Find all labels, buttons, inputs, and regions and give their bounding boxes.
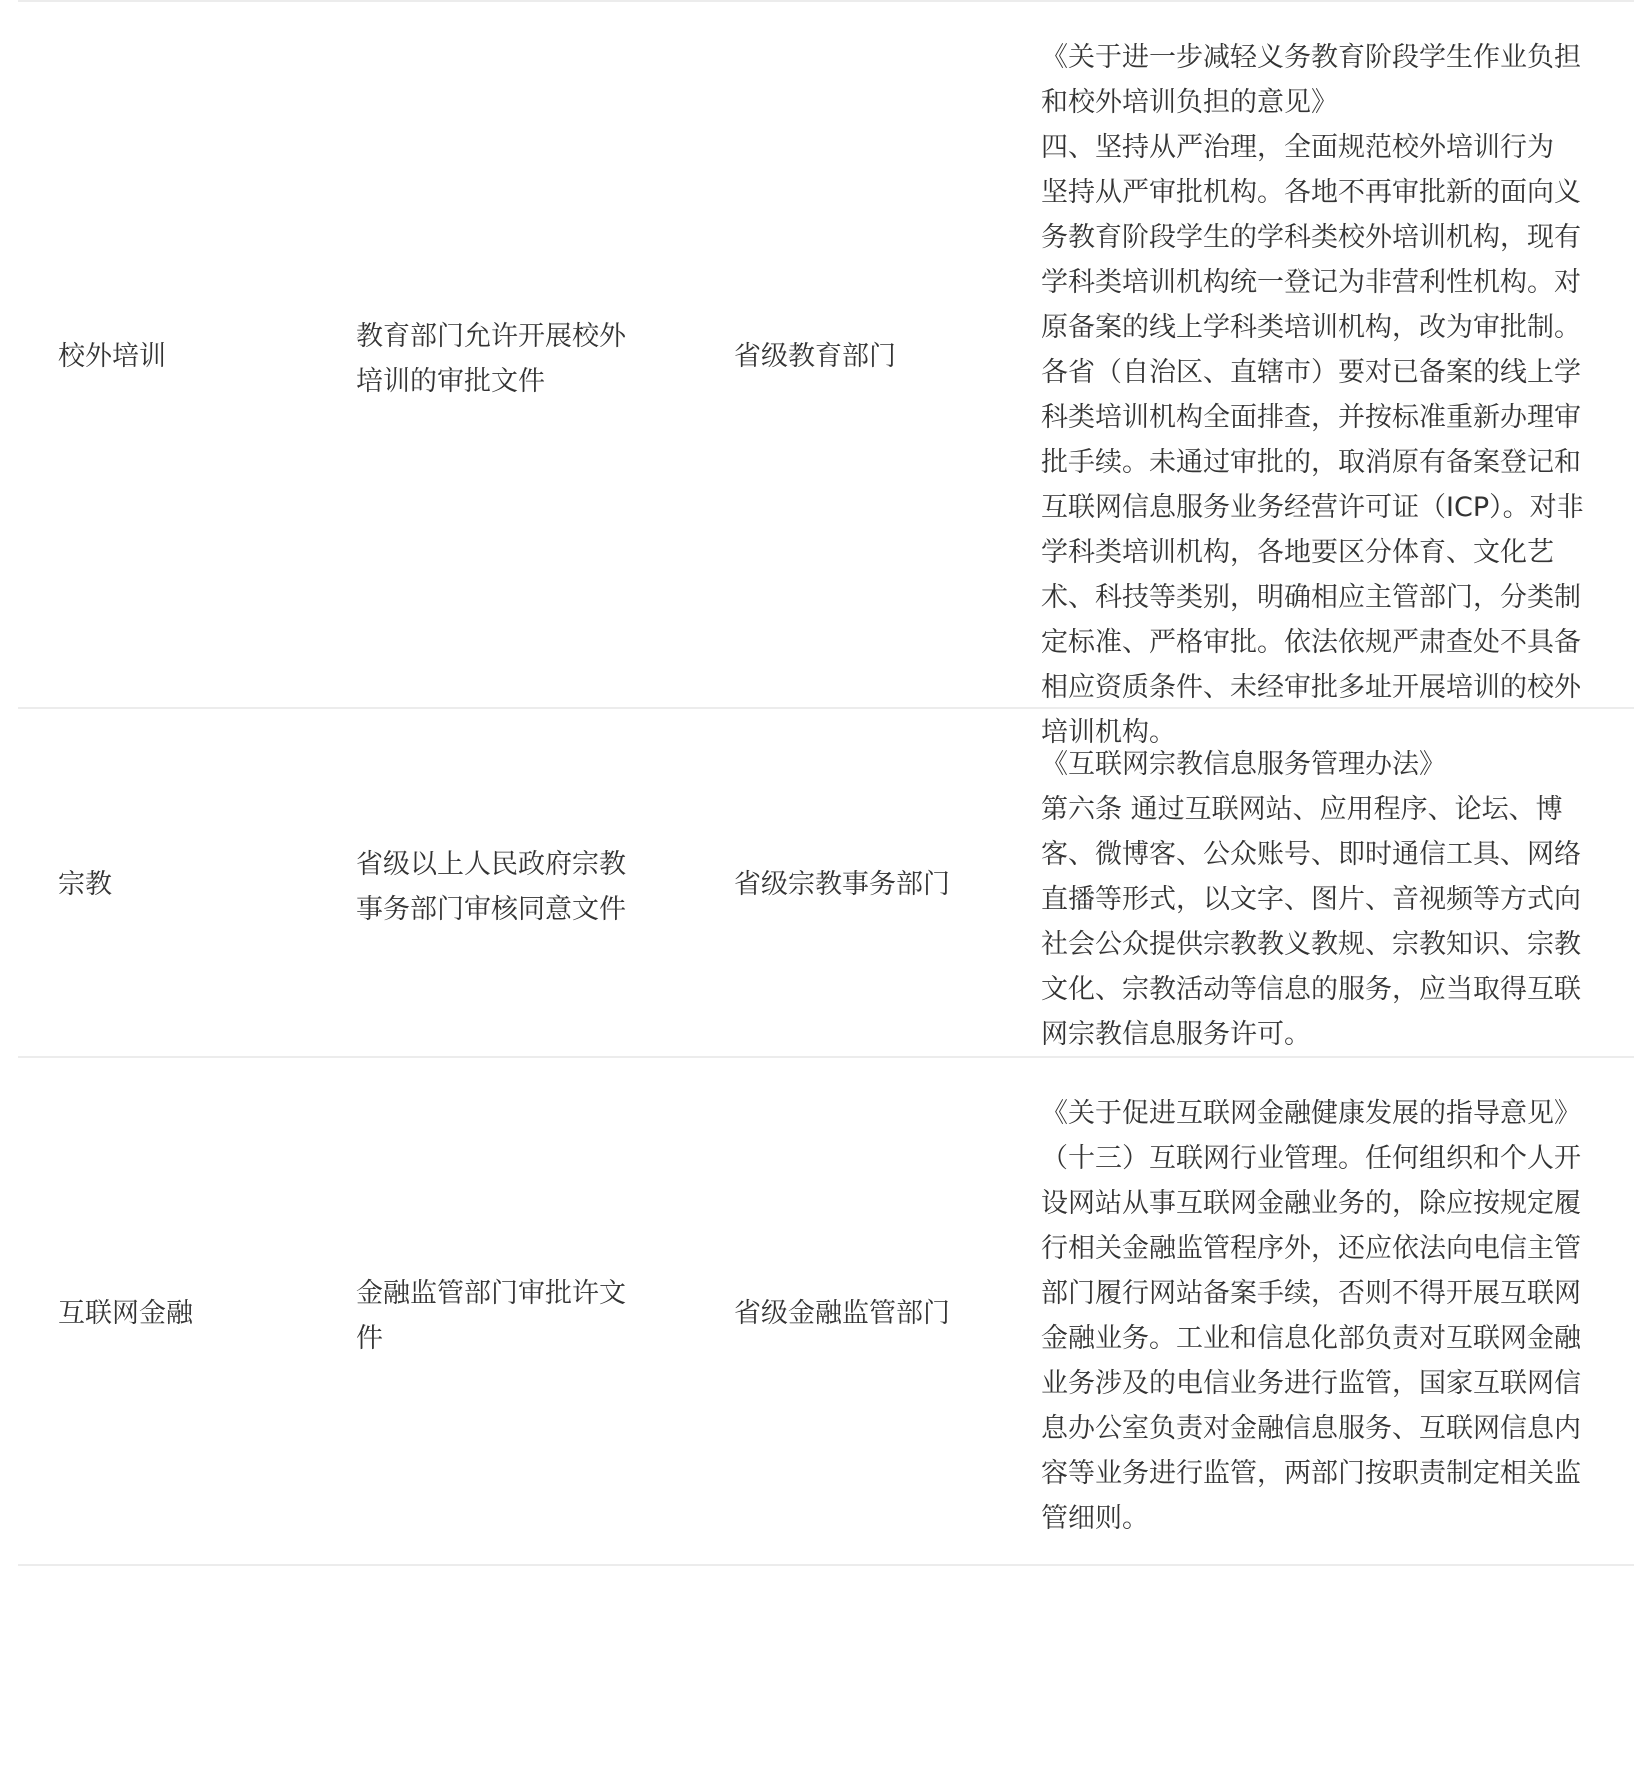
industry-cell: [58, 1291, 308, 1336]
authority-cell: [734, 334, 1014, 379]
authority-text: 省级宗教事务部门: [734, 869, 950, 900]
basis-cell: [1041, 1091, 1601, 1541]
basis-title: 《关于促进互联网金融健康发展的指导意见》: [1041, 1098, 1581, 1129]
basis-cell: [1041, 35, 1601, 755]
authority-text: 省级金融监管部门: [734, 1298, 950, 1329]
document-text: 省级以上人民政府宗教事务部门审核同意文件: [356, 849, 626, 925]
document-cell: [356, 842, 656, 932]
basis-body: 第六条 通过互联网站、应用程序、论坛、博客、微博客、公众账号、即时通信工具、网络直播等形式，以文字、图片、音视频等方式向社会公众提供宗教教义教规、宗教知识、宗教文化、宗教活动等信息的服务，应当取得互联网宗教信息服务许可。: [1041, 794, 1581, 1050]
basis-title: 《互联网宗教信息服务管理办法》: [1041, 749, 1446, 780]
industry-text: 校外培训: [58, 341, 166, 372]
document-cell: [356, 314, 656, 404]
document-cell: [356, 1271, 656, 1361]
table-row: [18, 1056, 1634, 1566]
basis-title: 《关于进一步减轻义务教育阶段学生作业负担和校外培训负担的意见》: [1041, 42, 1581, 118]
authority-cell: [734, 862, 1014, 907]
industry-cell: [58, 334, 308, 379]
requirements-table: [18, 0, 1634, 1566]
industry-text: 互联网金融: [58, 1298, 193, 1329]
table-row: [18, 707, 1634, 1056]
document-text: 教育部门允许开展校外培训的审批文件: [356, 321, 626, 397]
industry-text: 宗教: [58, 869, 112, 900]
document-text: 金融监管部门审批许文件: [356, 1278, 626, 1354]
authority-cell: [734, 1291, 1014, 1336]
industry-cell: [58, 862, 308, 907]
basis-body: 四、坚持从严治理，全面规范校外培训行为 坚持从严审批机构。各地不再审批新的面向义务教育阶段学生的学科类校外培训机构，现有学科类培训机构统一登记为非营利性机构。对原备案的线上学科类培训机构，改为审批制。各省（自治区、直辖市）要对已备案的线上学科类培训机构全面排查，并按标准重新办理审批手续。未通过审批的，取消原有备案登记和互联网信息服务业务经营许可证（ICP）。对非学科类培训机构，各地要区分体育、文化艺术、科技等类别，明确相应主管部门，分类制定标准、严格审批。依法依规严肃查处不具备相应资质条件、未经审批多址开展培训的校外培训机构。: [1041, 132, 1584, 748]
basis-cell: [1041, 742, 1601, 1057]
basis-body: （十三）互联网行业管理。任何组织和个人开设网站从事互联网金融业务的，除应按规定履行相关金融监管程序外，还应依法向电信主管部门履行网站备案手续，否则不得开展互联网金融业务。工业和信息化部负责对互联网金融业务涉及的电信业务进行监管，国家互联网信息办公室负责对金融信息服务、互联网信息内容等业务进行监管，两部门按职责制定相关监管细则。: [1041, 1143, 1581, 1534]
authority-text: 省级教育部门: [734, 341, 896, 372]
table-row: [18, 0, 1634, 748]
